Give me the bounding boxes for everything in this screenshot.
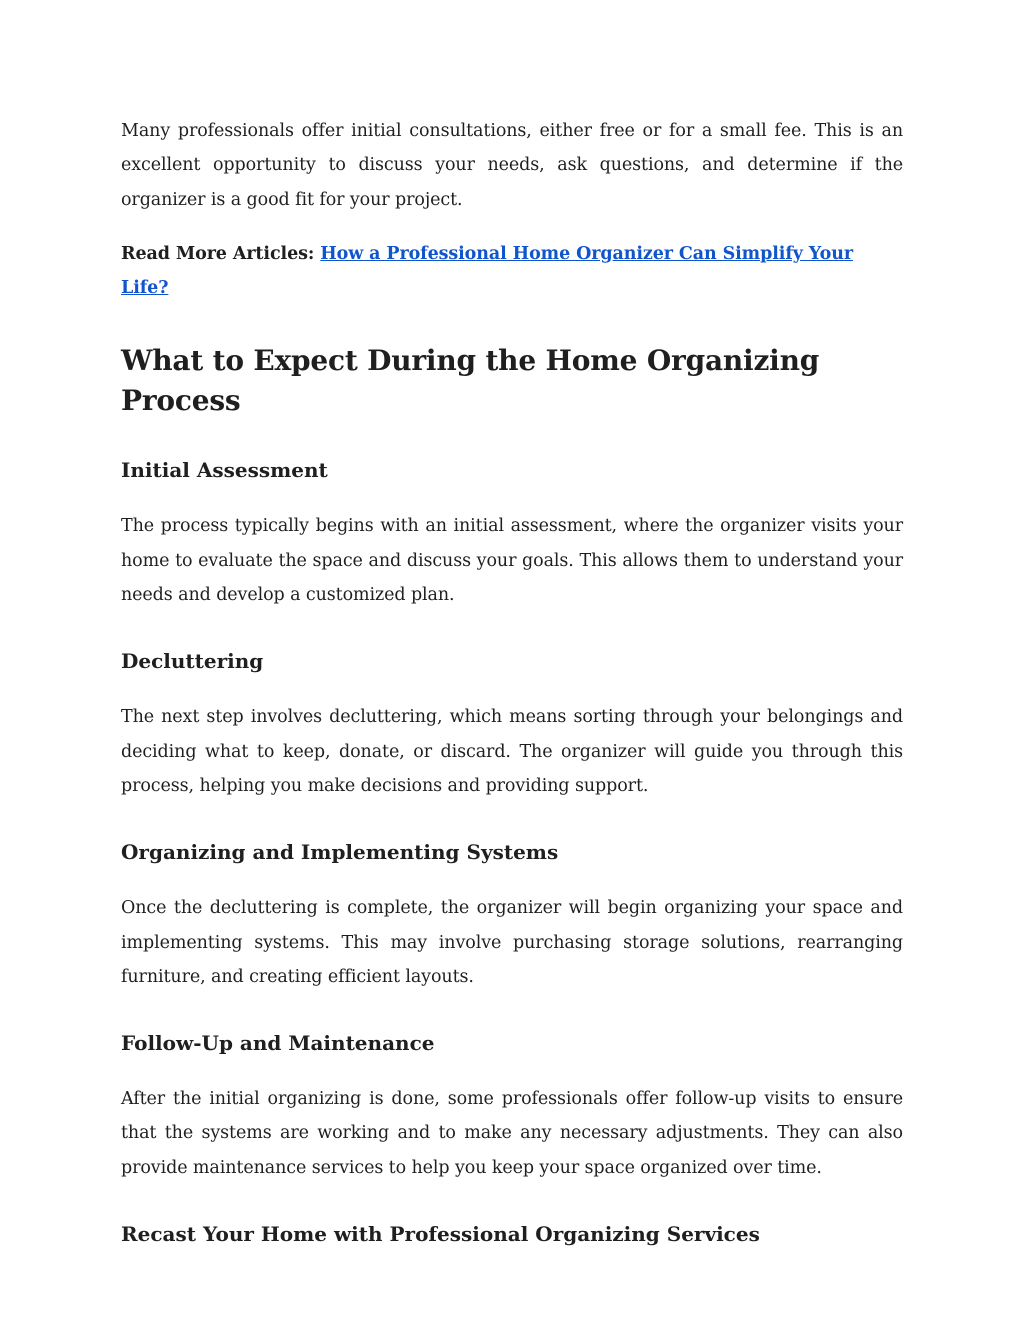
intro-paragraph: Many professionals offer initial consultations, either free or for a small fee. This is an excellent opportunity to discuss your needs, ask questions, and determine if the organizer is a good fit for your project. [121,121,903,210]
section-body-decluttering: The next step involves decluttering, which means sorting through your belongings and deciding what to keep, donate, or discard. The organizer will guide you through this process, helping you make decisions and providing support. [121,707,903,796]
section-body-organizing-systems: Once the decluttering is complete, the organizer will begin organizing your space and implementing systems. This may involve purchasing storage solutions, rearranging furniture, and creating efficient layouts. [121,898,903,987]
read-more-line [121,237,903,306]
section-heading-follow-up: Follow-Up and Maintenance [121,1031,435,1056]
main-heading: What to Expect During the Home Organizing Process [121,344,820,418]
section-heading-initial-assessment: Initial Assessment [121,458,328,483]
section-body-follow-up: After the initial organizing is done, some professionals offer follow-up visits to ensure that the systems are working and to make any necessary adjustments. They can also provide maintenance services to help you keep your space organized over time. [121,1089,903,1178]
read-more-label: Read More Articles: [121,243,321,264]
section-body-initial-assessment: The process typically begins with an initial assessment, where the organizer visits your home to evaluate the space and discuss your goals. This allows them to understand your needs and develop a customized plan. [121,516,903,606]
closing-heading: Recast Your Home with Professional Organizing Services [121,1222,760,1247]
document-page [121,114,903,1249]
section-heading-organizing-systems: Organizing and Implementing Systems [121,840,559,865]
read-more-link[interactable]: How a Professional Home Organizer Can Simplify Your Life? [121,243,853,299]
section-heading-decluttering: Decluttering [121,649,264,674]
